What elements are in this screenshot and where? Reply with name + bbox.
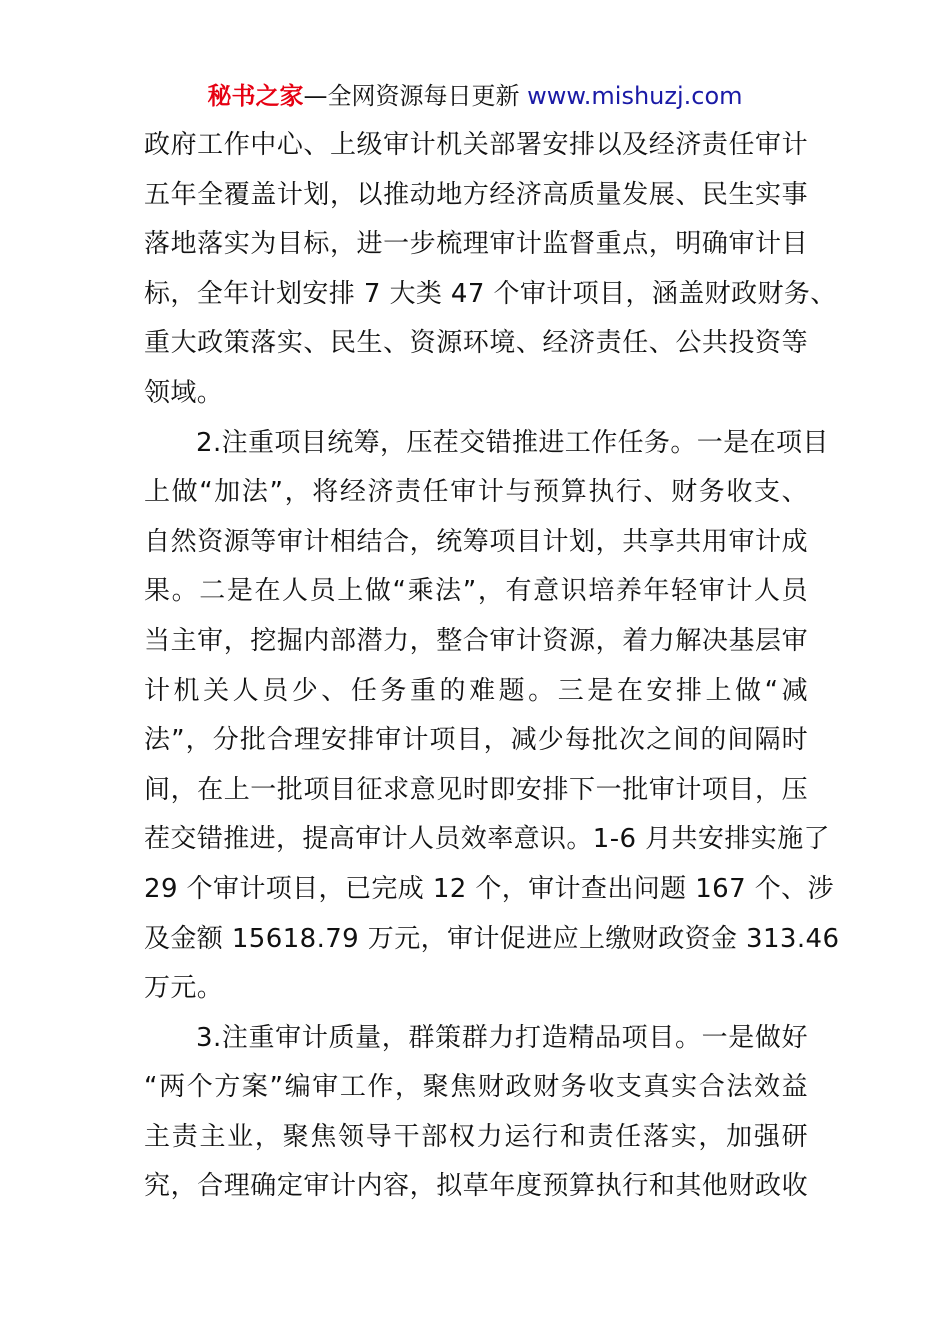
text-line: 究，合理确定审计内容，拟草年度预算执行和其他财政收	[144, 1171, 808, 1202]
text-line: 3.注重审计质量，群策群力打造精品项目。一是做好	[196, 1022, 808, 1053]
text-line: 及金额 15618.79 万元，审计促进应上缴财政资金 313.46	[144, 923, 840, 954]
text-line: 五年全覆盖计划，以推动地方经济高质量发展、民生实事	[144, 179, 808, 210]
text-line: 茬交错推进，提高审计人员效率意识。1-6 月共安排实施了	[144, 824, 830, 855]
text-line: 当主审，挖掘内部潜力，整合审计资源，着力解决基层审	[144, 625, 808, 656]
text-line: 标，全年计划安排 7 大类 47 个审计项目，涵盖财政财务、	[144, 278, 837, 309]
document-body	[144, 121, 840, 1212]
text-line: 万元。	[144, 973, 224, 1004]
text-line: 领域。	[144, 377, 224, 408]
text-line: 果。二是在人员上做“乘法”，有意识培养年轻审计人员	[144, 576, 808, 607]
text-line: 29 个审计项目，已完成 12 个，审计查出问题 167 个、涉	[144, 873, 834, 904]
text-line: 政府工作中心、上级审计机关部署安排以及经济责任审计	[144, 130, 808, 160]
brand-name: 秘书之家	[207, 82, 304, 110]
text-line: 2.注重项目统筹，压茬交错推进工作任务。一是在项目	[196, 427, 829, 458]
site-url-link[interactable]: www.mishuzj.com	[527, 82, 743, 110]
header-tagline: —全网资源每日更新	[303, 82, 520, 110]
text-line: 落地落实为目标，进一步梳理审计监督重点，明确审计目	[144, 229, 808, 260]
text-line: “两个方案”编审工作，聚焦财政财务收支真实合法效益	[144, 1072, 808, 1103]
site-header	[0, 80, 950, 112]
text-line: 主责主业，聚焦领导干部权力运行和责任落实，加强研	[144, 1121, 808, 1152]
text-line: 法”，分批合理安排审计项目，减少每批次之间的间隔时	[144, 725, 808, 756]
text-line: 计机关人员少、任务重的难题。三是在安排上做“减	[144, 675, 808, 706]
text-line: 上做“加法”，将经济责任审计与预算执行、财务收支、	[144, 477, 808, 508]
text-line: 间，在上一批项目征求意见时即安排下一批审计项目，压	[144, 774, 808, 805]
text-line: 重大政策落实、民生、资源环境、经济责任、公共投资等	[144, 328, 808, 359]
text-line: 自然资源等审计相结合，统筹项目计划，共享共用审计成	[144, 526, 808, 557]
